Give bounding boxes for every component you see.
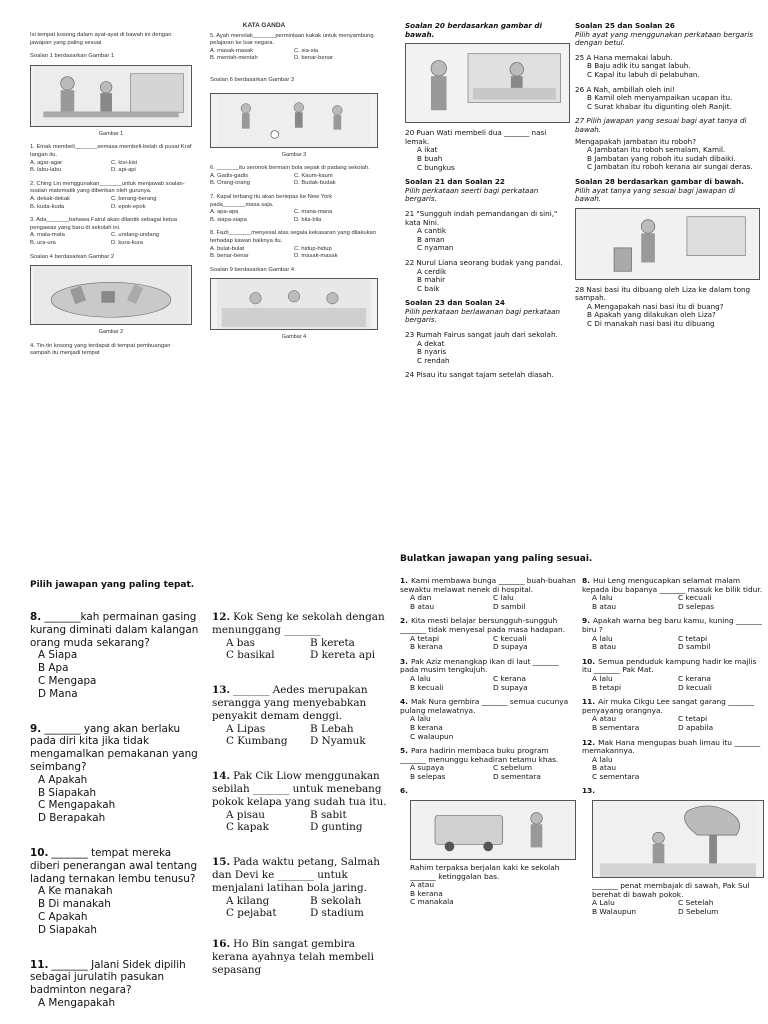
option-d[interactable]: D sambil: [678, 642, 711, 652]
gambar-2-caption: Gambar 2: [98, 329, 124, 336]
question-12: 12. Kok Seng ke sekolah dengan menunggang _______: [212, 611, 385, 636]
option-a[interactable]: A Mengapakah nasi basi itu di buang?: [587, 301, 724, 311]
option-d[interactable]: D kecuali: [678, 682, 712, 692]
option-a[interactable]: A lalu: [592, 673, 613, 683]
option-c[interactable]: C. sia-sia: [294, 47, 319, 54]
question-24: 24 Pisau itu sangat tajam setelah diasah.: [405, 370, 554, 380]
option-d[interactable]: D apabila: [678, 722, 714, 732]
option-b[interactable]: B tetapi: [592, 682, 622, 692]
question-6-text: Rahim terpaksa berjalan kaki ke sekolah _______ ketinggalan bas.: [410, 863, 560, 881]
option-a[interactable]: A tetapi: [410, 633, 440, 643]
option-b[interactable]: B Siapakah: [38, 786, 97, 799]
option-b[interactable]: B Jambatan yang roboh itu sudah dibaiki.: [587, 153, 736, 163]
option-c[interactable]: C rendah: [417, 355, 450, 365]
option-c[interactable]: C kecuali: [493, 633, 527, 643]
option-a[interactable]: A Siapa: [38, 649, 78, 662]
gambar-4-image: [210, 278, 378, 330]
worksheet-soalan-20-28: [405, 22, 760, 462]
option-a[interactable]: A lalu: [592, 593, 613, 603]
kata-ganda-right-column: [210, 22, 378, 342]
question-21: 21 "Sungguh indah pemandangan di sini," kata Nini.: [405, 208, 558, 227]
question-2: 2. Ching Lin menggunakan_______untuk menjawab soalan-soalan matematik yang diberikan oleh gurunya.: [30, 180, 185, 195]
option-c[interactable]: C Mengapakah: [38, 799, 116, 812]
option-b[interactable]: B aman: [417, 234, 445, 244]
question-5: 5. Ayah menolak_______permintaan kakak untuk menyambung pelajaran ke luar negara.: [210, 32, 374, 47]
option-c[interactable]: C. berang-berang: [111, 195, 157, 202]
option-b[interactable]: B nyaris: [417, 347, 447, 357]
option-d[interactable]: D Berapakah: [38, 812, 106, 825]
question-8-text: _______kah permainan gasing kurang diminati dalam kalangan orang muda sekarang?: [30, 611, 199, 649]
question-6: 6. _______itu seronok bermain bola sepak di padang sekolah.: [210, 165, 370, 172]
option-b[interactable]: B kecuali: [410, 682, 444, 692]
worksheet-kata-ganda: [30, 22, 380, 462]
question-12-text: Mak Hana mengupas buah limau itu _______ memakannya.: [582, 737, 761, 756]
question-13-text: _______ penat membajak di sawah, Pak Sul berehat di bawah pokok.: [592, 881, 750, 899]
gambar-2-image: [30, 265, 192, 325]
option-25c[interactable]: C Kapal itu labuh di pelabuhan.: [587, 69, 700, 79]
section-heading: Soalan 1 berdasarkan Gambar 1: [30, 53, 115, 60]
option-d[interactable]: D selepas: [678, 601, 715, 611]
question-9-text: Apakah warna beg baru kamu, kuning _______ biru ?: [582, 616, 762, 634]
option-26a[interactable]: 26 A Nah, ambillah oleh ini!: [575, 84, 675, 94]
section-28-heading: Soalan 28 berdasarkan gambar di bawah.: [575, 176, 744, 186]
kata-ganda-instruction: Isi tempat kosong dalam ayat-ayat di bawah ini dengan jawapan yang paling sesuai: [30, 32, 172, 46]
gambar-3-caption: Gambar 3: [281, 151, 307, 158]
question-13: 13.: [582, 786, 596, 796]
question-13: 13. _______ Aedes merupakan serangga yang menyebabkan penyakit demam denggi.: [212, 684, 368, 722]
option-b[interactable]: B Apa: [38, 662, 69, 675]
option-c[interactable]: C pejabat: [226, 907, 277, 920]
option-a[interactable]: A lalu: [592, 633, 613, 643]
option-a[interactable]: A dan: [410, 593, 432, 603]
question-13-text: _______ Aedes merupakan serangga yang menyebabkan penyakit demam denggi.: [212, 684, 368, 722]
question-9-text: _______ yang akan berlaku pada diri kita jika tidak mengamalkan pemakanan yang seimbang?: [30, 722, 198, 773]
question-15-text: Pada waktu petang, Salmah dan Devi ke _______ untuk menjalani latihan bola jaring.: [212, 856, 380, 894]
question-16: 16. Ho Bin sangat gembira kerana ayahnya telah membeli sepasang: [212, 938, 374, 976]
page-title: KATA GANDA: [242, 22, 286, 29]
question-9: 9. Apakah warna beg baru kamu, kuning _______ biru ?: [582, 616, 762, 634]
section-heading: Soalan 4 berdasarkan Gambar 2: [30, 253, 115, 260]
section-heading: Soalan 9 berdasarkan Gambar 4: [210, 266, 295, 273]
section-25-instruction: Pilih ayat yang menggunakan perkataan bergaris dengan betul.: [575, 29, 753, 48]
question-27-stem: Mengapakah jambatan itu roboh?: [575, 136, 697, 146]
option-a[interactable]: A. dekak-dekak: [30, 195, 70, 202]
page-heading: Pilih jawapan yang paling tepat.: [30, 580, 195, 590]
right-column: [575, 22, 760, 329]
option-a[interactable]: A. apa-apa: [210, 209, 239, 216]
option-b[interactable]: B kerana: [410, 642, 443, 652]
option-b[interactable]: B Lebah: [310, 722, 354, 735]
question-11-text: Air muka Cikgu Lee sangat garang _______ penyayang orangnya.: [582, 697, 755, 715]
option-d[interactable]: D. kura-kura: [111, 239, 143, 246]
option-a[interactable]: A. agar-agar: [30, 159, 63, 166]
worksheet-kata-hubung: [400, 545, 768, 1024]
option-d[interactable]: D. benar-benar: [294, 55, 333, 62]
question-7: 7. Kapal terbang itu akan berlepas ke New York pada_______masa saja.: [210, 193, 333, 208]
option-a[interactable]: A Lipas: [226, 722, 266, 735]
option-b[interactable]: B sekolah: [310, 894, 362, 907]
option-a[interactable]: A lalu: [410, 714, 431, 724]
option-c[interactable]: C. mana-mana: [294, 209, 333, 216]
option-a[interactable]: A Ke manakah: [38, 885, 113, 898]
option-c[interactable]: C walaupun: [410, 731, 454, 741]
option-a[interactable]: A ikat: [417, 145, 438, 155]
option-b[interactable]: B. labu-labu: [30, 167, 61, 174]
option-b[interactable]: B Apakah yang dilakukan oleh Liza?: [587, 310, 716, 320]
option-a[interactable]: A Mengapakah: [38, 996, 116, 1009]
food-stall-image: [405, 43, 570, 123]
option-a[interactable]: A lalu: [592, 754, 613, 764]
option-c[interactable]: C Mengapa: [38, 674, 97, 687]
option-d[interactable]: D stadium: [310, 907, 364, 920]
option-c[interactable]: C kerana: [493, 673, 526, 683]
question-5: 5. Para hadirin membaca buku program _______ menunggu kehadiran tetamu khas.: [400, 746, 559, 764]
question-12: 12. Mak Hana mengupas buah limau itu _______ memakannya.: [582, 737, 761, 756]
question-23: 23 Rumah Fairus sangat jauh dari sekolah.: [405, 330, 558, 340]
option-a[interactable]: A atau: [592, 714, 617, 724]
option-c[interactable]: C sementara: [592, 771, 640, 781]
option-c[interactable]: C nyaman: [417, 243, 454, 253]
gambar-3-image: [210, 93, 378, 148]
option-d[interactable]: D sambil: [493, 601, 526, 611]
question-4: 4. Mak Nura gembira _______ semua cucunya pulang melawatnya.: [400, 697, 569, 715]
question-2: 2. Kita mesti belajar bersungguh-sungguh _______ tidak menyesal pada masa hadapan.: [400, 616, 566, 634]
gambar-1-caption: Gambar 1: [98, 130, 124, 137]
option-c[interactable]: C manakala: [410, 897, 454, 907]
option-d[interactable]: D. api-api: [111, 167, 136, 174]
option-26c[interactable]: C Surat khabar itu digunting oleh Ranjit.: [587, 101, 732, 111]
option-c[interactable]: C bungkus: [417, 162, 455, 172]
question-11: 11. Air muka Cikgu Lee sangat garang _______ penyayang orangnya.: [582, 697, 755, 715]
option-c[interactable]: C kecuali: [678, 593, 712, 603]
question-10: 10. Semua penduduk kampung hadir ke majlis itu _______ Pak Mat.: [582, 656, 757, 675]
question-5-text: Para hadirin membaca buku program _______ menunggu kehadiran tetamu khas.: [400, 746, 559, 764]
question-4-text: Mak Nura gembira _______ semua cucunya pulang melawatnya.: [400, 697, 569, 715]
option-d[interactable]: D. Budak-budak: [294, 180, 336, 187]
question-8: 8. Fazli_______menyesal atas segala kekasaran yang dilakukan terhadap kawan baiknya itu.: [210, 230, 376, 244]
bus-stop-image: [410, 800, 576, 860]
option-b[interactable]: B kerana: [410, 888, 443, 898]
question-2-text: Kita mesti belajar bersungguh-sungguh _______ tidak menyesal pada masa hadapan.: [400, 616, 566, 634]
option-a[interactable]: A cerdik: [417, 266, 447, 276]
option-d[interactable]: D sementara: [493, 771, 541, 781]
option-d[interactable]: D kereta api: [310, 649, 376, 662]
option-b[interactable]: B buah: [417, 153, 443, 163]
option-a[interactable]: A Jambatan itu roboh semalam, Kamil.: [587, 145, 726, 155]
option-b[interactable]: B kerana: [410, 722, 443, 732]
option-b[interactable]: B sementara: [592, 722, 640, 732]
option-a[interactable]: A cantik: [417, 226, 447, 236]
question-14: 14. Pak Cik Liow menggunakan sebilah _______ untuk menebang pokok kelapa yang sudah tua itu.: [212, 770, 387, 808]
option-b[interactable]: B selepas: [410, 771, 446, 781]
option-b[interactable]: B. ura-ura: [30, 239, 56, 246]
option-d[interactable]: D. masak-masak: [294, 253, 338, 260]
option-c[interactable]: C Apakah: [38, 910, 88, 923]
option-d[interactable]: D Mana: [38, 687, 78, 700]
option-a[interactable]: A Lalu: [592, 898, 615, 908]
question-6: 6.: [400, 786, 408, 796]
option-a[interactable]: A. masak-masak: [210, 47, 254, 54]
option-25b[interactable]: B Baju adik itu sangat labuh.: [587, 61, 691, 71]
option-b[interactable]: B. benar-benar: [210, 253, 249, 260]
question-22: 22 Nurul Liana seorang budak yang pandai.: [405, 257, 563, 267]
section-heading: Soalan 6 berdasarkan Gambar 3: [210, 76, 295, 83]
question-1: 1. Kami membawa bunga _______ buah-buahan sewaktu melawat nenek di hospital.: [400, 576, 576, 594]
option-a[interactable]: A dekat: [417, 338, 445, 348]
option-a[interactable]: A. mata-mata: [30, 232, 65, 239]
section-23-instruction: Pilih perkataan berlawanan bagi perkataan bergaris.: [405, 306, 561, 325]
section-21-heading: Soalan 21 dan Soalan 22: [405, 177, 505, 187]
option-c[interactable]: C kapak: [226, 821, 269, 834]
question-3: 3. Ada_______bahawa Fairul akan dilantik sebagai ketua pengawas yang baru di sekolah ini.: [30, 217, 177, 231]
option-b[interactable]: B atau: [592, 763, 617, 773]
option-d[interactable]: D Siapakah: [38, 923, 97, 936]
option-a[interactable]: A Apakah: [38, 773, 88, 786]
question-4: 4. Tin-tin kosong yang terdapat di tempat pembuangan sampah itu menjadi tempat: [30, 342, 171, 357]
question-1-text: Kami membawa bunga _______ buah-buahan sewaktu melawat nenek di hospital.: [400, 576, 576, 594]
right-column: [582, 577, 764, 916]
option-a[interactable]: A lalu: [410, 673, 431, 683]
option-c[interactable]: C Setelah: [678, 898, 714, 908]
question-11-text: _______ Jalani Sidek dipilih sebagai jurulatih pasukan badminton negara?: [30, 958, 186, 997]
option-d[interactable]: D. epok-epok: [111, 203, 146, 210]
option-a[interactable]: A pisau: [226, 808, 266, 821]
right-column: [212, 611, 394, 977]
section-heading: [405, 22, 570, 39]
option-b[interactable]: B kereta: [310, 636, 355, 649]
section-20-heading: Soalan 20 berdasarkan gambar di bawah.: [405, 22, 543, 39]
option-c[interactable]: C basikal: [226, 649, 275, 662]
option-b[interactable]: B. Orang-orang: [210, 180, 250, 187]
question-28: 28 Nasi basi itu dibuang oleh Liza ke dalam tong sampah.: [575, 284, 751, 303]
section-28-instruction: Pilih ayat tanya yang sesuai bagi jawapan di bawah.: [575, 185, 736, 204]
paddy-field-image: [592, 800, 764, 878]
question-15: 15. Pada waktu petang, Salmah dan Devi ke _______ untuk menjalani latihan bola jaring.: [212, 856, 380, 894]
left-column: [405, 22, 570, 380]
option-d[interactable]: D gunting: [310, 821, 363, 834]
option-c[interactable]: C Jambatan itu roboh kerana air sungai deras.: [587, 162, 753, 172]
question-3: 3. Pak Aziz menangkap ikan di laut _______ pada musim tengkujuh.: [400, 656, 559, 675]
option-d[interactable]: D. bila-bila: [294, 216, 322, 223]
option-25a[interactable]: 25 A Hana memakai labuh.: [575, 52, 673, 62]
left-column: [400, 577, 576, 907]
question-8: 8. _______kah permainan gasing kurang diminati dalam kalangan orang muda sekarang?: [30, 611, 199, 649]
option-d[interactable]: D supaya: [493, 642, 528, 652]
question-16-text: Ho Bin sangat gembira kerana ayahnya telah membeli sepasang: [212, 938, 374, 976]
gambar-4-caption: Gambar 4: [281, 334, 307, 341]
option-d[interactable]: D Nyamuk: [310, 735, 366, 748]
question-10-text: _______ tempat mereka diberi penerangan awal tentang ladang ternakan lembu tenusu?: [30, 846, 198, 885]
option-a[interactable]: A bas: [226, 636, 255, 649]
option-c[interactable]: C Di manakah nasi basi itu dibuang: [587, 319, 715, 329]
option-b[interactable]: B Di manakah: [38, 898, 111, 911]
question-14-text: Pak Cik Liow menggunakan sebilah _______ untuk menebang pokok kelapa yang sudah tua itu.: [212, 770, 387, 808]
option-c[interactable]: C baik: [417, 283, 440, 293]
option-a[interactable]: A supaya: [410, 763, 445, 773]
question-11: 11. _______ Jalani Sidek dipilih sebagai jurulatih pasukan badminton negara?: [30, 958, 186, 997]
question-10-text: Semua penduduk kampung hadir ke majlis itu _______ Pak Mat.: [582, 656, 757, 675]
option-a[interactable]: A atau: [410, 880, 435, 890]
kata-ganda-left-column: [30, 22, 192, 358]
option-c[interactable]: C lalu: [493, 593, 514, 603]
option-26b[interactable]: B Kamil oleh menyampaikan ucapan itu.: [587, 93, 733, 103]
option-c[interactable]: C. kisi-kisi: [111, 159, 138, 166]
option-c[interactable]: C tetapi: [678, 714, 708, 724]
option-a[interactable]: A. Gadis-gadis: [210, 172, 249, 179]
question-12-text: Kok Seng ke sekolah dengan menunggang _______: [212, 611, 385, 636]
question-27: 27 Pilih jawapan yang sesuai bagi ayat tanya di bawah.: [575, 116, 747, 134]
page-heading: Bulatkan jawapan yang paling sesuai.: [400, 554, 593, 564]
option-b[interactable]: B mahir: [417, 275, 446, 285]
question-10: 10. _______ tempat mereka diberi penerangan awal tentang ladang ternakan lembu tenusu?: [30, 846, 198, 885]
option-c[interactable]: C. undang-undang: [111, 232, 160, 239]
garbage-bin-image: [575, 208, 760, 280]
question-3-text: Pak Aziz menangkap ikan di laut _______ pada musim tengkujuh.: [400, 656, 559, 675]
section-21-instruction: Pilih perkataan seerti bagi perkataan bergaris.: [405, 185, 539, 204]
question-8-text: Hui Leng mengucapkan selamat malam kepada ibu bapanya _______ masuk ke bilik tidur.: [582, 576, 763, 594]
option-b[interactable]: B atau: [592, 601, 617, 611]
option-c[interactable]: C. Kaum-kaum: [294, 172, 333, 179]
option-b[interactable]: B. mentah-mentah: [210, 55, 258, 62]
question-1: 1. Emak membeli_______semasa membeli-belah di pusat Kraf tangan itu.: [30, 144, 192, 158]
option-d[interactable]: D supaya: [493, 682, 528, 692]
option-c[interactable]: C tetapi: [678, 633, 708, 643]
option-a[interactable]: A kilang: [226, 894, 270, 907]
option-a[interactable]: A. bulat-bulat: [210, 245, 245, 252]
section-23-heading: Soalan 23 dan Soalan 24: [405, 298, 505, 308]
option-c[interactable]: C. hidup-hidup: [294, 245, 332, 252]
option-b[interactable]: B atau: [592, 642, 617, 652]
option-b[interactable]: B atau: [410, 601, 435, 611]
worksheet-pilih-jawapan: [30, 545, 395, 1024]
option-d[interactable]: D Sebelum: [678, 906, 719, 916]
option-b[interactable]: B. siapa-siapa: [210, 216, 247, 223]
option-b[interactable]: B Walaupun: [592, 906, 637, 916]
option-c[interactable]: C kerana: [678, 673, 711, 683]
option-c[interactable]: C Kumbang: [226, 735, 288, 748]
question-20: 20 Puan Wati membeli dua _______ nasi lemak.: [405, 128, 547, 146]
gambar-1-image: [30, 65, 192, 127]
left-column: [30, 611, 202, 1010]
question-8: 8. Hui Leng mengucapkan selamat malam kepada ibu bapanya _______ masuk ke bilik tidur.: [582, 576, 763, 594]
option-c[interactable]: C sebelum: [493, 763, 533, 773]
option-b[interactable]: B sabit: [310, 808, 347, 821]
question-9: 9. _______ yang akan berlaku pada diri kita jika tidak mengamalkan pemakanan yang seimbang?: [30, 722, 198, 773]
option-b[interactable]: B. kuda-kuda: [30, 203, 65, 210]
section-25-heading: Soalan 25 dan Soalan 26: [575, 22, 675, 30]
